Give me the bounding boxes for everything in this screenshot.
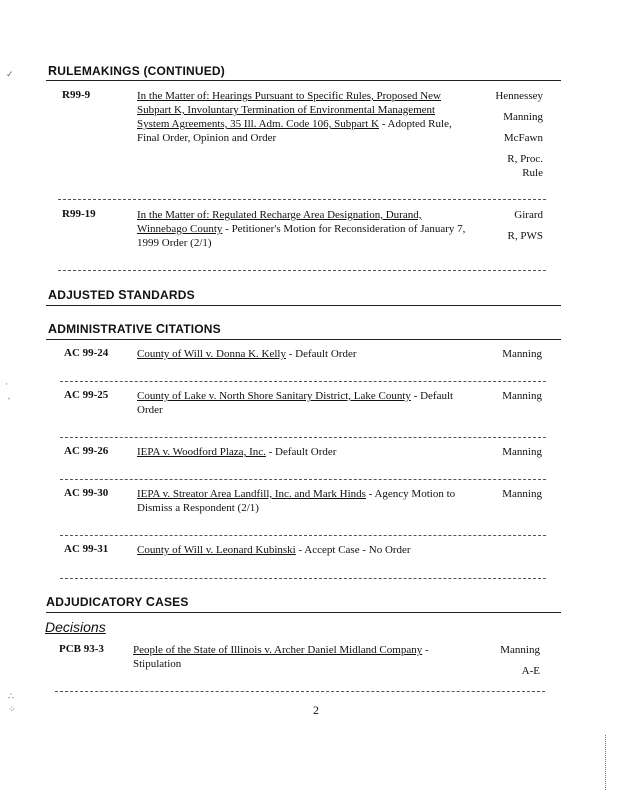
scan-artifact: ⁘ [8,705,16,715]
case-title-link[interactable]: In the Matter of: Regulated Recharge Area Designation, Durand, Winnebago County [137,209,422,235]
board-member: McFawn [503,132,543,144]
section-heading-adjudicatory-cases: ADJUDICATORY CASES [46,595,189,609]
entry-separator [60,578,546,579]
section-rule [46,80,561,81]
board-member: Hennessey [495,90,543,102]
case-title-link[interactable]: IEPA v. Streator Area Landfill, Inc. and Mark Hinds [137,488,366,500]
entry-separator [58,199,546,200]
board-member: Manning [503,111,543,123]
case-description [137,543,477,557]
entry-separator [60,437,546,438]
docket-number: R99-19 [62,208,96,220]
section-heading-rulemakings: RULEMAKINGS (CONTINUED) [48,64,225,78]
case-title-link[interactable]: In the Matter of: Hearings Pursuant to Specific Rules, Proposed New Subpart K, Involuntary Termination of Environmental Management System Agreements, 35 Ill. Adm. Code 106, Subpart K [137,90,441,130]
section-rule [46,339,561,340]
section-heading-adjusted-standards: ADJUSTED STANDARDS [48,288,195,302]
board-members [470,208,543,250]
case-description [137,445,467,459]
docket-number: AC 99-30 [64,487,109,499]
section-heading-administrative-citations: ADMINISTRATIVE CITATIONS [48,322,221,336]
scan-artifact: ✓ [6,70,14,80]
case-description [137,208,467,250]
docket-number: R99-9 [62,89,91,101]
scan-artifact: · [5,380,8,390]
case-action: - Default Order [285,348,357,360]
case-action: - Adopted Rule, Final Order, Opinion and Order [137,118,452,144]
board-members [470,643,540,685]
case-title-link[interactable]: County of Lake v. North Shore Sanitary District, Lake County [137,390,411,402]
entry-separator [60,381,546,382]
entry-separator [60,479,546,480]
docket-number: AC 99-25 [64,389,109,401]
case-action: - Agency Motion to Dismiss a Respondent (2/1) [137,488,456,514]
case-type: A-E [521,665,540,677]
case-action: - Default Order [137,390,454,416]
docket-number: AC 99-31 [64,543,109,555]
board-member: Manning [502,390,542,402]
scan-artifact: ` [7,398,12,408]
case-action: - Default Order [265,446,337,458]
section-rule [46,305,561,306]
case-description [137,487,467,515]
board-members [470,89,543,187]
case-action: - Stipulation [133,644,429,670]
subheading-decisions: Decisions [45,619,106,635]
case-description [137,347,467,361]
case-description [133,643,468,671]
scan-artifact: ∴ [8,692,14,702]
entry-separator [60,535,546,536]
case-action: - Accept Case - No Order [295,544,411,556]
case-title-link[interactable]: County of Will v. Donna K. Kelly [137,348,286,360]
case-action: - Petitioner's Motion for Reconsideration of January 7, 1999 Order (2/1) [137,223,466,249]
docket-number: AC 99-24 [64,347,109,359]
scan-edge-line [605,735,606,790]
case-title-link[interactable]: County of Will v. Leonard Kubinski [137,544,296,556]
case-type: R, Proc. Rule [507,153,543,179]
entry-separator [55,691,545,692]
case-title-link[interactable]: IEPA v. Woodford Plaza, Inc. [137,446,266,458]
docket-number: AC 99-26 [64,445,109,457]
board-member: Manning [502,488,542,500]
case-type: R, PWS [507,230,543,242]
section-rule [46,612,561,613]
board-member: Girard [514,209,543,221]
case-title-link[interactable]: People of the State of Illinois v. Archer Daniel Midland Company [133,644,423,656]
board-member: Manning [502,348,542,360]
board-member: Manning [500,644,540,656]
docket-number: PCB 93-3 [59,643,104,655]
entry-separator [58,270,546,271]
case-description [137,389,467,417]
case-description [137,89,467,145]
page-number: 2 [313,703,319,717]
board-member: Manning [502,446,542,458]
